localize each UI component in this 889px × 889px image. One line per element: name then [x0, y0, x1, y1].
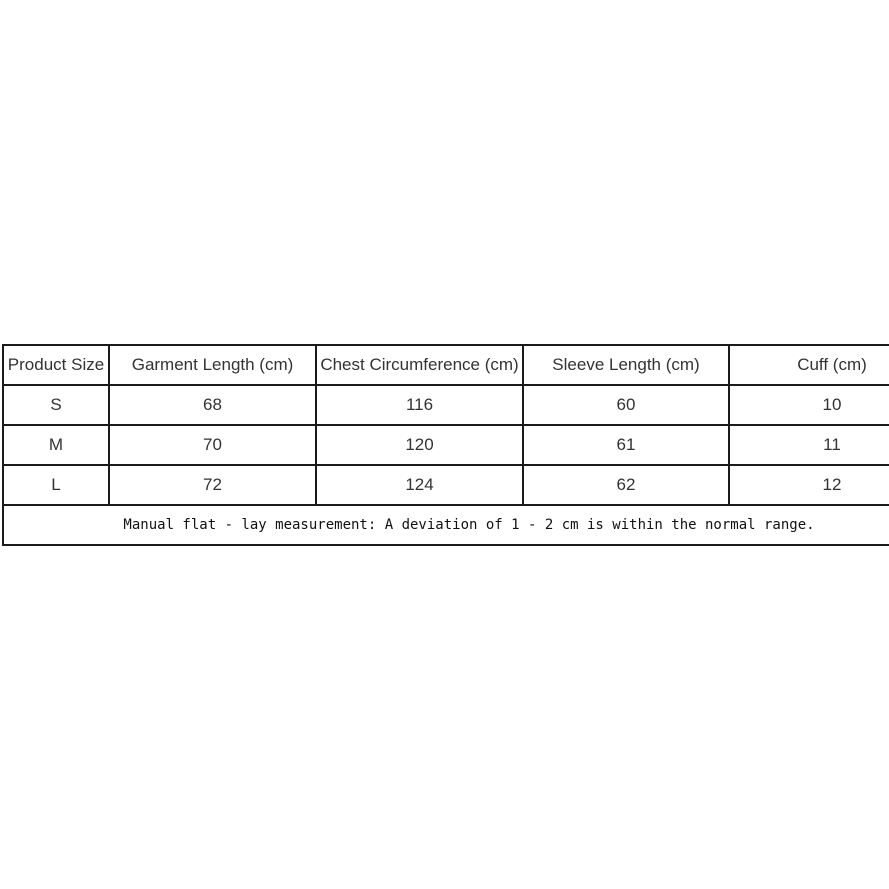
header-cuff: Cuff (cm)	[729, 345, 889, 385]
cuff-cell: 10	[729, 385, 889, 425]
garment-length-cell: 70	[109, 425, 316, 465]
cuff-cell: 11	[729, 425, 889, 465]
header-garment-length: Garment Length (cm)	[109, 345, 316, 385]
garment-length-cell: 72	[109, 465, 316, 505]
size-cell: S	[3, 385, 109, 425]
header-row	[3, 345, 889, 385]
header-product-size: Product Size	[3, 345, 109, 385]
header-chest-circumference: Chest Circumference (cm)	[316, 345, 523, 385]
chest-circumference-cell: 116	[316, 385, 523, 425]
chest-circumference-cell: 120	[316, 425, 523, 465]
cuff-cell: 12	[729, 465, 889, 505]
size-cell: M	[3, 425, 109, 465]
size-cell: L	[3, 465, 109, 505]
table-row-l	[3, 465, 889, 505]
garment-length-cell: 68	[109, 385, 316, 425]
sleeve-length-cell: 60	[523, 385, 729, 425]
table-row-s	[3, 385, 889, 425]
measurement-note: Manual flat - lay measurement: A deviation of 1 - 2 cm is within the normal range.	[3, 505, 889, 545]
header-sleeve-length: Sleeve Length (cm)	[523, 345, 729, 385]
note-row	[3, 505, 889, 545]
sleeve-length-cell: 62	[523, 465, 729, 505]
table-row-m	[3, 425, 889, 465]
chest-circumference-cell: 124	[316, 465, 523, 505]
sleeve-length-cell: 61	[523, 425, 729, 465]
size-chart-table	[2, 344, 889, 546]
